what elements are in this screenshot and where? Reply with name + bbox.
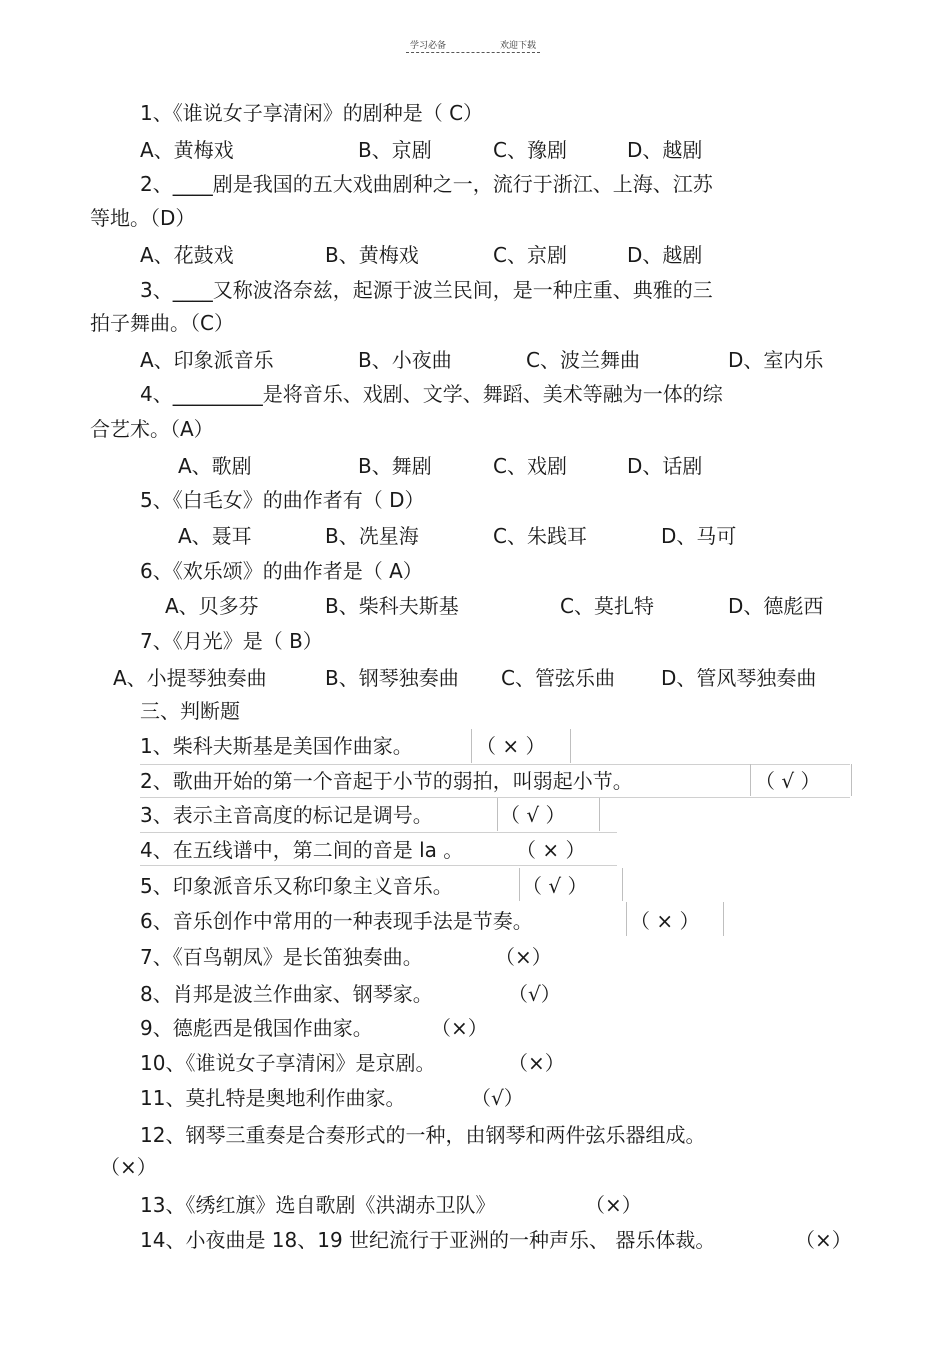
q5-option-a: A、聂耳 bbox=[178, 524, 252, 548]
q6-option-a: A、贝多芬 bbox=[165, 594, 259, 618]
header-left: 学习必备 bbox=[410, 41, 447, 51]
q1-option-c: C、豫剧 bbox=[493, 138, 567, 162]
q1-option-b: B、京剧 bbox=[358, 138, 432, 162]
tf-answer-8: （√） bbox=[508, 982, 561, 1006]
q2-option-d: D、越剧 bbox=[627, 243, 703, 267]
tf-answer-13: （×） bbox=[585, 1193, 642, 1217]
q6-option-c: C、莫扎特 bbox=[560, 594, 654, 618]
q6-option-d: D、德彪西 bbox=[728, 594, 824, 618]
tf-item-9: 9、德彪西是俄国作曲家。 bbox=[140, 1016, 373, 1040]
q7-stem: 7、《月光》是（ B） bbox=[140, 629, 323, 653]
tf-item-14: 14、小夜曲是 18、19 世纪流行于亚洲的一种声乐、 器乐体裁。 bbox=[140, 1228, 716, 1252]
tf-answer-1: （ × ） bbox=[476, 734, 546, 758]
tf-answer-4: （ × ） bbox=[516, 838, 586, 862]
header-right: 欢迎下载 bbox=[500, 41, 537, 51]
q3-stem-line1: 3、____又称波洛奈兹，起源于波兰民间，是一种庄重、典雅的三 bbox=[140, 278, 713, 302]
q3-option-b: B、小夜曲 bbox=[358, 348, 452, 372]
q5-option-d: D、马可 bbox=[661, 524, 737, 548]
tf-item-8: 8、肖邦是波兰作曲家、钢琴家。 bbox=[140, 982, 433, 1006]
tf-item-5: 5、印象派音乐又称印象主义音乐。 bbox=[140, 874, 453, 898]
q1-option-a: A、黄梅戏 bbox=[140, 138, 234, 162]
q6-option-b: B、柴科夫斯基 bbox=[325, 594, 459, 618]
q4-stem-line2: 合艺术。（A） bbox=[90, 417, 214, 441]
tf-answer-7: （×） bbox=[495, 945, 552, 969]
tf-answer-2: （ √ ） bbox=[755, 769, 821, 793]
q2-option-c: C、京剧 bbox=[493, 243, 567, 267]
tf-answer-11: （√） bbox=[471, 1086, 524, 1110]
tf-answer-10: （×） bbox=[508, 1051, 565, 1075]
tf-answer-5: （ √ ） bbox=[522, 874, 588, 898]
tf-item-1: 1、柴科夫斯基是美国作曲家。 bbox=[140, 734, 413, 758]
tf-item-7: 7、《百鸟朝凤》是长笛独奏曲。 bbox=[140, 945, 423, 969]
tf-item-10: 10、《谁说女子享清闲》是京剧。 bbox=[140, 1051, 436, 1075]
q7-option-b: B、钢琴独奏曲 bbox=[325, 666, 459, 690]
q7-option-d: D、管风琴独奏曲 bbox=[661, 666, 817, 690]
page-header bbox=[406, 38, 540, 53]
q4-option-b: B、舞剧 bbox=[358, 454, 432, 478]
q3-stem-line2: 拍子舞曲。（C） bbox=[90, 311, 234, 335]
tf-item-12: 12、钢琴三重奏是合奏形式的一种，由钢琴和两件弦乐器组成。 bbox=[140, 1123, 706, 1147]
q2-stem-line2: 等地。（D） bbox=[90, 206, 196, 230]
q2-option-a: A、花鼓戏 bbox=[140, 243, 234, 267]
tf-answer-14: （×） bbox=[795, 1228, 852, 1252]
section-heading: 三、判断题 bbox=[140, 699, 240, 723]
q3-option-c: C、波兰舞曲 bbox=[526, 348, 640, 372]
tf-answer-12: （×） bbox=[100, 1155, 157, 1179]
tf-answer-3: （ √ ） bbox=[500, 803, 566, 827]
q2-option-b: B、黄梅戏 bbox=[325, 243, 419, 267]
q3-option-a: A、印象派音乐 bbox=[140, 348, 274, 372]
tf-item-6: 6、音乐创作中常用的一种表现手法是节奏。 bbox=[140, 909, 533, 933]
tf-item-2: 2、歌曲开始的第一个音起于小节的弱拍，叫弱起小节。 bbox=[140, 769, 633, 793]
q2-stem-line1: 2、____剧是我国的五大戏曲剧种之一，流行于浙江、上海、江苏 bbox=[140, 172, 713, 196]
tf-answer-9: （×） bbox=[431, 1016, 488, 1040]
q4-option-d: D、话剧 bbox=[627, 454, 703, 478]
q1-stem: 1、《谁说女子享清闲》的剧种是（ C） bbox=[140, 101, 484, 125]
q4-stem-line1: 4、_________是将音乐、戏剧、文学、舞蹈、美术等融为一体的综 bbox=[140, 382, 723, 406]
q5-option-c: C、朱践耳 bbox=[493, 524, 587, 548]
q6-stem: 6、《欢乐颂》的曲作者是（ A） bbox=[140, 559, 423, 583]
q7-option-a: A、小提琴独奏曲 bbox=[113, 666, 267, 690]
tf-answer-6: （ × ） bbox=[630, 909, 700, 933]
q4-option-a: A、歌剧 bbox=[178, 454, 252, 478]
tf-item-3: 3、表示主音高度的标记是调号。 bbox=[140, 803, 433, 827]
q5-stem: 5、《白毛女》的曲作者有（ D） bbox=[140, 488, 425, 512]
tf-item-13: 13、《绣红旗》选自歌剧《洪湖赤卫队》 bbox=[140, 1193, 496, 1217]
tf-item-11: 11、莫扎特是奥地利作曲家。 bbox=[140, 1086, 406, 1110]
q5-option-b: B、冼星海 bbox=[325, 524, 419, 548]
tf-item-4: 4、在五线谱中，第二间的音是 la 。 bbox=[140, 838, 464, 862]
q4-option-c: C、戏剧 bbox=[493, 454, 567, 478]
q3-option-d: D、室内乐 bbox=[728, 348, 824, 372]
q1-option-d: D、越剧 bbox=[627, 138, 703, 162]
q7-option-c: C、管弦乐曲 bbox=[501, 666, 615, 690]
